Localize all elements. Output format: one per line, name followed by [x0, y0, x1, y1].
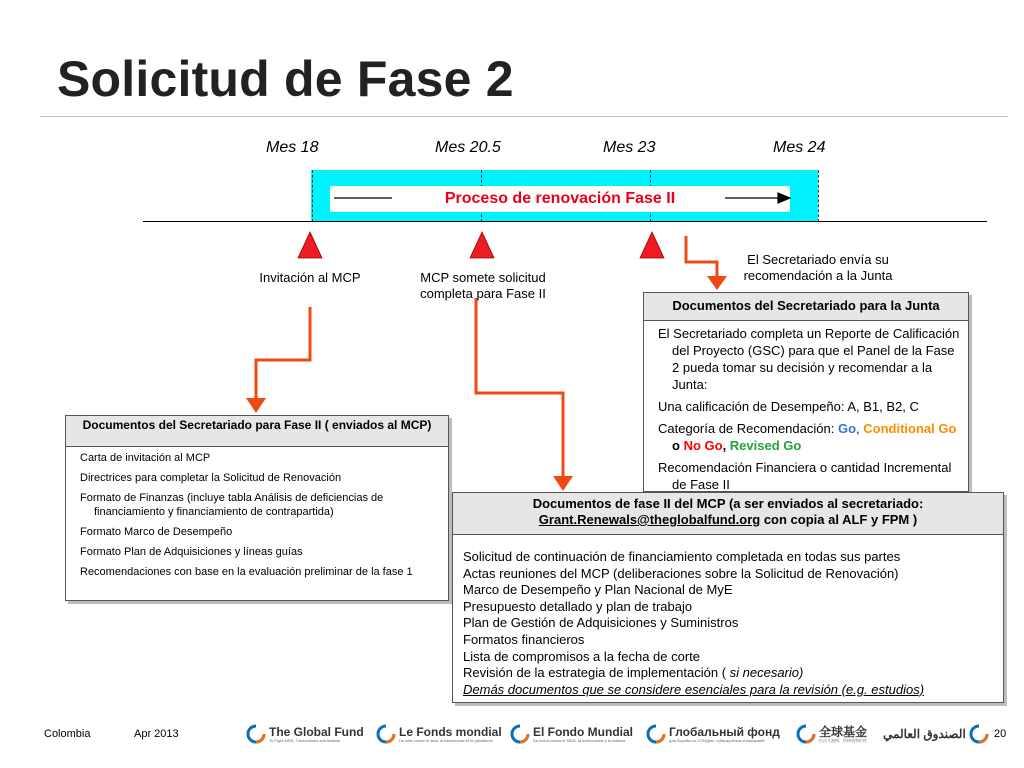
month-label-24: Mes 24 [773, 139, 826, 156]
list-item: Formatos financieros [463, 631, 585, 647]
list-item: El Secretariado completa un Reporte de Calificación del Proyecto (GSC) para que el Panel de la Fase 2 pueda tomar su decisión y recomendar a la Junta: [658, 326, 960, 392]
arrowhead-mcp-submits [553, 476, 573, 491]
process-label: Proceso de renovación Fase II [444, 190, 676, 207]
arrowhead-invitation [246, 398, 266, 413]
dashed-marker-24 [818, 170, 819, 222]
mcp-header-line2 [457, 512, 999, 528]
logo-global-fund-es [510, 720, 633, 748]
dashed-marker-18 [312, 170, 313, 222]
mcp-phase2-docs-box [452, 492, 1004, 703]
logo-global-fund-fr [376, 720, 502, 748]
rec-go: Go [837, 421, 857, 436]
list-item: Presupuesto detallado y plan de trabajo [463, 598, 693, 614]
connector-invitation [256, 307, 310, 400]
list-item: Actas reuniones del MCP (deliberaciones sobre la Solicitud de Renovación) [463, 565, 899, 581]
logo-sub: для борьбы со СПИДом, туберкулезом и малярией [669, 737, 765, 743]
arrowhead-secretariat [707, 276, 727, 290]
process-label-box [330, 186, 790, 212]
list-item: Una calificación de Desempeño: A, B1, B2, C [658, 399, 919, 414]
logo-name: Le Fonds mondial [399, 724, 502, 739]
logo-name: Глобальный фонд [669, 724, 780, 739]
secretariat-board-docs-header: Documentos del Secretariado para la Junta [644, 293, 968, 321]
logo-name: El Fondo Mundial [533, 724, 633, 739]
title-divider [40, 116, 1008, 117]
connector-mcp-submits [476, 298, 563, 478]
secretariat-phase2-docs-box [65, 415, 449, 601]
footer-country: Colombia [44, 728, 91, 740]
mcp-header-line1: Documentos de fase II del MCP (a ser enviados al secretariado: [532, 496, 924, 511]
global-fund-icon [510, 724, 530, 744]
mcp-phase2-docs-list [453, 535, 1003, 698]
secretariat-board-docs-list [644, 321, 968, 493]
secretariat-phase2-docs-header: Documentos del Secretariado para Fase II ( enviados al MCP) [66, 416, 448, 447]
list-item: Marco de Desempeño y Plan Nacional de MyE [463, 582, 733, 598]
global-fund-icon [796, 724, 816, 744]
mcp-phase2-docs-header [453, 493, 1003, 535]
list-item: Formato de Finanzas (incluye tabla Análisis de deficiencias de financiamiento y financiamiento de contrapartida) [80, 492, 384, 518]
list-item: Recomendación Financiera o cantidad Incremental de Fase II [658, 460, 952, 492]
caption-mcp-submits: MCP somete solicitud completa para Fase II [420, 270, 546, 301]
caption-invitation: Invitación al MCP [259, 270, 361, 285]
list-item: Lista de compromisos a la fecha de corte [463, 648, 701, 664]
logo-global-fund-en [246, 720, 364, 748]
list-item: Directrices para completar la Solicitud de Renovación [80, 472, 342, 484]
logo-global-fund-ar [880, 720, 989, 748]
logo-sub: To Fight AIDS, Tuberculosis and Malaria [269, 737, 341, 743]
list-item-other-docs [463, 682, 997, 699]
rec-comma-2: , [722, 438, 730, 453]
global-fund-icon [246, 724, 266, 744]
month-label-20-5: Mes 20.5 [435, 139, 501, 156]
list-item: Solicitud de continuación de financiamiento completada en todas sus partes [463, 549, 901, 564]
list-item: Recomendaciones con base en la evaluación preliminar de la fase 1 [80, 566, 413, 578]
recommendation-prefix: Categoría de Recomendación: [658, 421, 838, 436]
page-title: Solicitud de Fase 2 [57, 51, 514, 107]
caption-secretariat-sends: El Secretariado envía su recomendación a la Junta [743, 252, 893, 283]
list-item-review [463, 665, 997, 682]
milestone-triangle-20-5 [470, 232, 494, 258]
global-fund-icon [376, 724, 396, 744]
milestone-triangle-23 [640, 232, 664, 258]
footer-page-number: 20 [994, 728, 1007, 740]
list-item: Formato Marco de Desempeño [80, 526, 233, 538]
logo-sub: De lutte contre le sida, la tuberculose et le paludisme [399, 737, 493, 743]
timeline-axis [143, 221, 987, 222]
rec-o: o [672, 438, 684, 453]
footer-date: Apr 2013 [134, 728, 179, 740]
renewals-email-link[interactable]: Grant.Renewals@theglobalfund.org [538, 512, 761, 527]
list-item: Carta de invitación al MCP [80, 452, 211, 464]
rec-revised-go: Revised Go [729, 438, 802, 453]
secretariat-board-docs-box [643, 292, 969, 492]
global-fund-icon [646, 724, 666, 744]
list-item-recommendation [652, 420, 962, 454]
logo-global-fund-ru [646, 720, 780, 748]
month-label-23: Mes 23 [603, 139, 656, 156]
list-item: Formato Plan de Adquisiciones y líneas guías [80, 546, 303, 558]
logo-name: 全球基金 [819, 724, 868, 739]
logo-sub: De lucha contra el SIDA, la tuberculosis y la malaria [533, 737, 626, 743]
logo-sub: 抗击艾滋病、结核病和疟疾 [819, 737, 867, 743]
month-label-18: Mes 18 [266, 139, 319, 156]
other-docs-italic: Demás documentos que se considere esenciales para la revisión (e.g. estudios) [463, 681, 925, 697]
review-prefix: Revisión de la estrategia de implementación ( [463, 665, 730, 681]
secretariat-phase2-docs-list [66, 447, 448, 579]
rec-no-go: No Go [683, 438, 723, 453]
rec-comma: , [856, 421, 864, 436]
rec-conditional-go: Conditional Go [863, 421, 957, 436]
global-fund-icon [969, 724, 989, 744]
logo-name: الصندوق العالمي [883, 727, 966, 741]
mcp-header-line2-rest: con copia al ALF y FPM ) [760, 512, 918, 527]
logo-name: The Global Fund [269, 724, 364, 739]
review-italic: si necesario) [729, 665, 804, 681]
milestone-triangle-18 [298, 232, 322, 258]
list-item: Plan de Gestión de Adquisiciones y Suministros [463, 615, 739, 631]
connector-secretariat [686, 236, 717, 278]
logo-global-fund-zh [796, 720, 867, 748]
